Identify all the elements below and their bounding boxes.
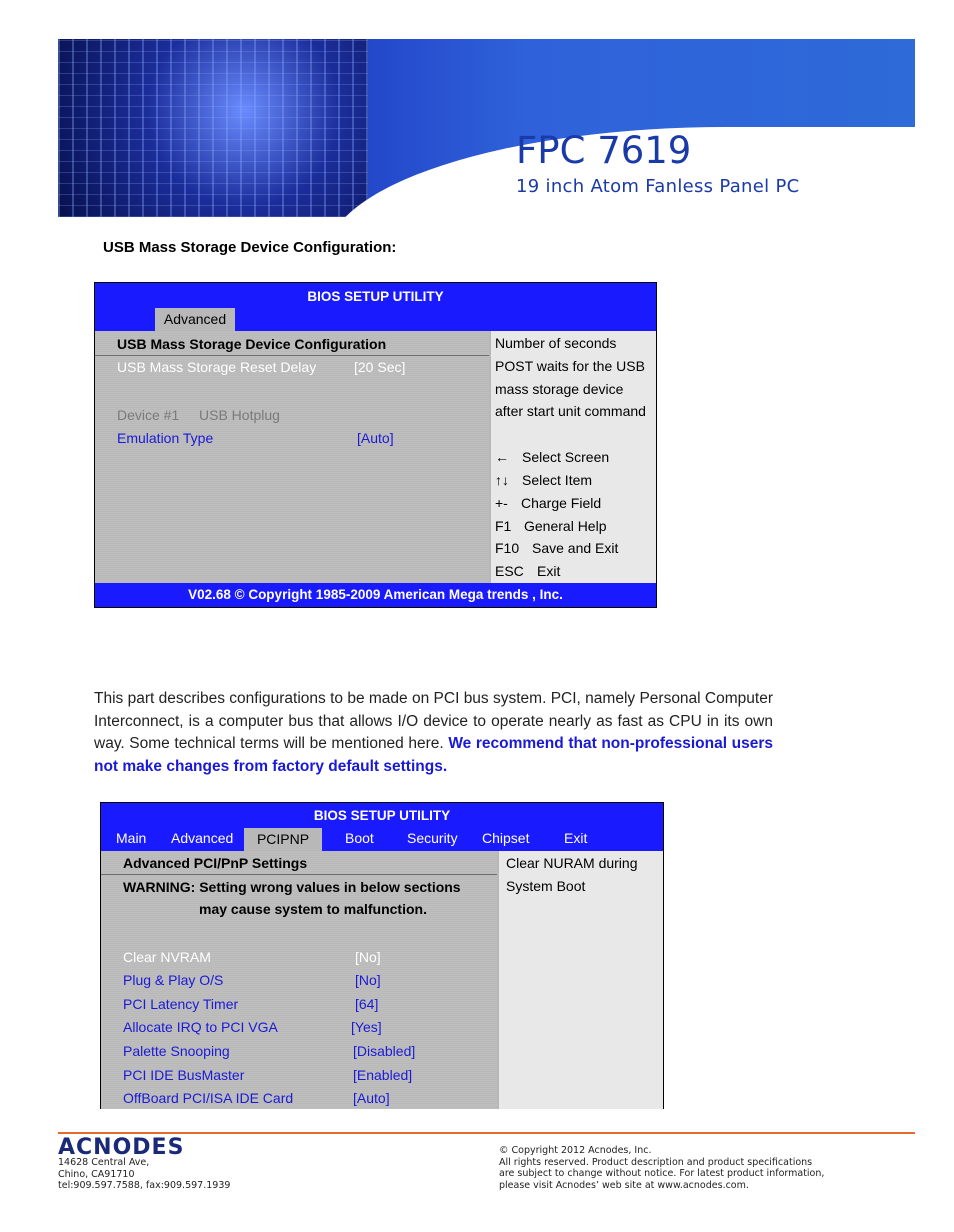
warning-line-2: may cause system to malfunction. (199, 901, 427, 917)
device-value: USB Hotplug (199, 407, 280, 423)
bios-copyright: V02.68 © Copyright 1985-2009 American Mega trends , Inc. (95, 583, 656, 607)
product-subtitle: 19 inch Atom Fanless Panel PC (516, 176, 800, 197)
bios-screen-pcipnp (100, 802, 664, 1109)
menu-pcipnp[interactable]: PCIPNP (244, 828, 322, 851)
key-label: +- (495, 495, 508, 511)
key-label: F10 (495, 540, 520, 556)
emulation-type-label[interactable]: Emulation Type (117, 430, 214, 446)
plug-play-label[interactable]: Plug & Play O/S (123, 972, 224, 988)
help-line: Number of seconds (495, 335, 617, 351)
divider (95, 355, 489, 356)
left-arrow-icon: ← (495, 449, 509, 465)
clear-nvram-label[interactable]: Clear NVRAM (123, 949, 211, 965)
offboard-ide-value[interactable]: [Auto] (353, 1090, 390, 1106)
contact-line: tel:909.597.7588, fax:909.597.1939 (58, 1180, 231, 1191)
bios-title-bar (101, 803, 663, 851)
legal-line: © Copyright 2012 Acnodes, Inc. (499, 1145, 652, 1156)
bios-help-panel (491, 331, 656, 583)
key-desc: Charge Field (521, 495, 602, 511)
recommendation-text: We recommend that non-professional users not make changes from factory default settings. (94, 735, 773, 775)
menu-main[interactable]: Main (116, 830, 147, 846)
bios-help-panel (499, 851, 663, 1109)
help-line: POST waits for the USB (495, 358, 645, 374)
key-label: ESC (495, 563, 524, 579)
bios-main-panel (101, 851, 497, 1109)
ide-busmaster-value[interactable]: [Enabled] (353, 1067, 413, 1083)
bios-screen-usb (94, 282, 657, 608)
help-line: mass storage device (495, 381, 624, 397)
section-title: USB Mass Storage Device Configuration (117, 336, 387, 352)
palette-snooping-value[interactable]: [Disabled] (353, 1043, 416, 1059)
ide-busmaster-label[interactable]: PCI IDE BusMaster (123, 1067, 245, 1083)
key-desc: Select Item (522, 472, 593, 488)
allocate-irq-label[interactable]: Allocate IRQ to PCI VGA (123, 1019, 278, 1035)
copyright-notice (499, 1145, 824, 1191)
warning-line-1: WARNING: Setting wrong values in below sections (123, 879, 461, 895)
section-heading: USB Mass Storage Device Configuration: (103, 239, 397, 256)
emulation-type-value[interactable]: [Auto] (357, 430, 394, 446)
bios-title-bar (95, 283, 656, 331)
menu-exit[interactable]: Exit (564, 830, 588, 846)
offboard-ide-label[interactable]: OffBoard PCI/ISA IDE Card (123, 1090, 294, 1106)
product-title: FPC 7619 (516, 129, 692, 172)
menu-advanced[interactable]: Advanced (171, 830, 234, 846)
allocate-irq-value[interactable]: [Yes] (351, 1019, 382, 1035)
description-text: This part describes configurations to be made on PCI bus system. PCI, namely Personal Computer Interconnect, is a computer bus that allows I/O device to operate nearly as fast as CPU in its own way. Some technical terms will be mentioned here. (94, 690, 773, 753)
address-line: 14628 Central Ave, (58, 1157, 150, 1168)
divider (101, 874, 497, 875)
menu-security[interactable]: Security (407, 830, 458, 846)
up-down-arrow-icon: ↑↓ (495, 472, 509, 488)
plug-play-value[interactable]: [No] (355, 972, 381, 988)
key-desc: Exit (537, 563, 561, 579)
bios-main-panel (95, 331, 489, 583)
help-line: after start unit command (495, 403, 646, 419)
reset-delay-value[interactable]: [20 Sec] (354, 359, 406, 375)
help-line: Clear NURAM during (506, 855, 638, 871)
legal-line: please visit Acnodes’ web site at www.acnodes.com. (499, 1179, 749, 1191)
reset-delay-label[interactable]: USB Mass Storage Reset Delay (117, 359, 317, 375)
footer-rule (58, 1132, 915, 1134)
address-line: Chino, CA91710 (58, 1168, 135, 1180)
clear-nvram-value[interactable]: [No] (355, 949, 381, 965)
circuit-board-image (58, 39, 368, 217)
key-desc: Select Screen (522, 449, 610, 465)
section-title: Advanced PCI/PnP Settings (123, 855, 308, 871)
acnodes-logo: ACNODES (58, 1135, 185, 1160)
legal-line: All rights reserved. Product description and product specifications (499, 1156, 813, 1168)
help-line: System Boot (506, 878, 586, 894)
pci-description (94, 688, 773, 778)
device-label: Device #1 (117, 407, 180, 423)
company-address (58, 1157, 230, 1192)
bios-title: BIOS SETUP UTILITY (95, 289, 656, 304)
pci-latency-value[interactable]: [64] (355, 996, 379, 1012)
tab-advanced[interactable]: Advanced (155, 308, 235, 331)
pci-latency-label[interactable]: PCI Latency Timer (123, 996, 239, 1012)
menu-chipset[interactable]: Chipset (482, 830, 530, 846)
key-label: F1 (495, 518, 512, 534)
header-banner (58, 39, 915, 217)
palette-snooping-label[interactable]: Palette Snooping (123, 1043, 230, 1059)
key-desc: General Help (524, 518, 607, 534)
legal-line: are subject to change without notice. For latest product information, (499, 1168, 825, 1179)
bios-title: BIOS SETUP UTILITY (101, 808, 663, 823)
menu-boot[interactable]: Boot (345, 830, 374, 846)
key-desc: Save and Exit (532, 540, 619, 556)
